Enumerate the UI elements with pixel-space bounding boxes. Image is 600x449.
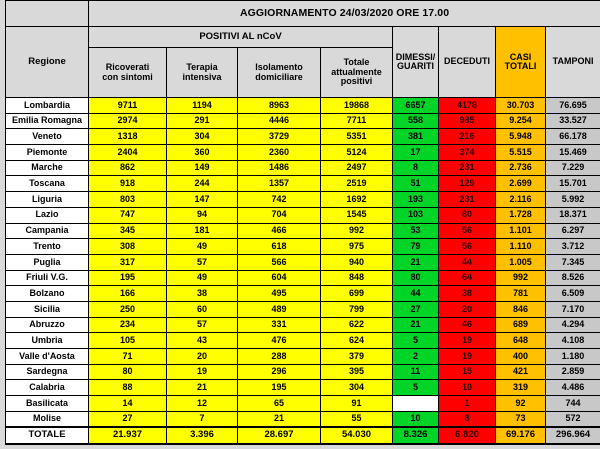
cell-tamponi: 5.992	[546, 192, 600, 208]
table-row	[6, 317, 600, 333]
cell-dimessi-guariti: 5	[393, 380, 439, 396]
cell-dimessi-guariti: 10	[393, 411, 439, 427]
cell-tamponi: 33.527	[546, 113, 600, 129]
cell-isolamento-domiciliare: 1357	[238, 176, 321, 192]
cell-deceduti: 1	[439, 396, 496, 412]
cell-isolamento-domiciliare: 604	[238, 270, 321, 286]
cell-casi-totali: 846	[496, 301, 546, 317]
cell-region-name: Valle d'Aosta	[6, 349, 89, 365]
cell-tamponi: 1.180	[546, 349, 600, 365]
cell-isolamento-domiciliare: 476	[238, 333, 321, 349]
cell-region-name: Piemonte	[6, 145, 89, 161]
cell-dimessi-guariti: 79	[393, 239, 439, 255]
table-row	[6, 239, 600, 255]
cell-isolamento-domiciliare: 331	[238, 317, 321, 333]
cell-ricoverati-con-sintomi: 747	[89, 207, 167, 223]
cell-deceduti: 231	[439, 192, 496, 208]
cell-tamponi: 4.486	[546, 380, 600, 396]
cell-isolamento-domiciliare: 288	[238, 349, 321, 365]
cell-casi-totali: 92	[496, 396, 546, 412]
column-header-isolamento-domiciliare	[238, 48, 321, 98]
corner-blank-cell	[6, 1, 89, 27]
cell-tamponi: 2.859	[546, 364, 600, 380]
header-group-row	[6, 27, 600, 48]
cell-ricoverati-con-sintomi: 2404	[89, 145, 167, 161]
cell-terapia-intensiva: 147	[167, 192, 238, 208]
column-header-terapia-line1: Terapia	[186, 62, 218, 73]
cell-casi-totali: 689	[496, 317, 546, 333]
table-row	[6, 254, 600, 270]
column-header-dimessi-line1: DIMESSI/	[395, 51, 436, 62]
cell-deceduti: 8	[439, 411, 496, 427]
cell-totale-attualmente-positivi: 5351	[321, 129, 393, 145]
cell-totale-attualmente-positivi: 799	[321, 301, 393, 317]
cell-dimessi-guariti: 8.326	[393, 427, 439, 444]
table-row	[6, 160, 600, 176]
cell-ricoverati-con-sintomi: 803	[89, 192, 167, 208]
column-header-totale-line3: positivi	[340, 76, 373, 87]
cell-totale-attualmente-positivi: 992	[321, 223, 393, 239]
column-header-casi-line2: TOTALI	[504, 61, 537, 71]
cell-isolamento-domiciliare: 1486	[238, 160, 321, 176]
cell-deceduti: 374	[439, 145, 496, 161]
cell-terapia-intensiva: 57	[167, 254, 238, 270]
table-row	[6, 207, 600, 223]
cell-region-name: Basilicata	[6, 396, 89, 412]
cell-dimessi-guariti: 2	[393, 349, 439, 365]
cell-casi-totali: 992	[496, 270, 546, 286]
cell-ricoverati-con-sintomi: 234	[89, 317, 167, 333]
cell-deceduti: 10	[439, 380, 496, 396]
cell-ricoverati-con-sintomi: 9711	[89, 98, 167, 114]
cell-dimessi-guariti: 27	[393, 301, 439, 317]
table-row	[6, 192, 600, 208]
column-header-casi-totali	[496, 27, 546, 98]
cell-deceduti: 80	[439, 207, 496, 223]
cell-deceduti: 38	[439, 286, 496, 302]
cell-terapia-intensiva: 7	[167, 411, 238, 427]
cell-casi-totali: 9.254	[496, 113, 546, 129]
cell-tamponi: 7.345	[546, 254, 600, 270]
cell-ricoverati-con-sintomi: 345	[89, 223, 167, 239]
cell-deceduti: 4178	[439, 98, 496, 114]
column-header-ricoverati	[89, 48, 167, 98]
cell-tamponi: 6.509	[546, 286, 600, 302]
cell-terapia-intensiva: 60	[167, 301, 238, 317]
cell-ricoverati-con-sintomi: 88	[89, 380, 167, 396]
column-header-isolamento-line1: Isolamento	[255, 62, 303, 73]
table-row	[6, 364, 600, 380]
cell-casi-totali: 30.703	[496, 98, 546, 114]
table-header	[6, 1, 600, 98]
cell-isolamento-domiciliare: 28.697	[238, 427, 321, 444]
cell-casi-totali: 73	[496, 411, 546, 427]
cell-casi-totali: 781	[496, 286, 546, 302]
cell-casi-totali: 2.699	[496, 176, 546, 192]
table-row	[6, 380, 600, 396]
cell-region-name: Lazio	[6, 207, 89, 223]
cell-terapia-intensiva: 149	[167, 160, 238, 176]
cell-terapia-intensiva: 12	[167, 396, 238, 412]
cell-tamponi: 4.294	[546, 317, 600, 333]
cell-region-name: Sardegna	[6, 364, 89, 380]
cell-totale-attualmente-positivi: 622	[321, 317, 393, 333]
cell-region-name: Trento	[6, 239, 89, 255]
cell-deceduti: 231	[439, 160, 496, 176]
cell-terapia-intensiva: 57	[167, 317, 238, 333]
table-row	[6, 411, 600, 427]
page-title: AGGIORNAMENTO 24/03/2020 ORE 17.00	[89, 1, 600, 27]
cell-deceduti: 985	[439, 113, 496, 129]
cell-casi-totali: 2.116	[496, 192, 546, 208]
cell-tamponi: 15.701	[546, 176, 600, 192]
cell-isolamento-domiciliare: 2360	[238, 145, 321, 161]
cell-totale-attualmente-positivi: 7711	[321, 113, 393, 129]
cell-ricoverati-con-sintomi: 308	[89, 239, 167, 255]
column-header-isolamento-line2: domiciliare	[255, 71, 303, 82]
cell-totale-attualmente-positivi: 940	[321, 254, 393, 270]
cell-terapia-intensiva: 291	[167, 113, 238, 129]
cell-ricoverati-con-sintomi: 918	[89, 176, 167, 192]
cell-deceduti: 216	[439, 129, 496, 145]
cell-ricoverati-con-sintomi: 317	[89, 254, 167, 270]
table-row	[6, 349, 600, 365]
cell-dimessi-guariti: 8	[393, 160, 439, 176]
cell-totale-attualmente-positivi: 2497	[321, 160, 393, 176]
cell-tamponi: 572	[546, 411, 600, 427]
cell-region-name: Calabria	[6, 380, 89, 396]
cell-casi-totali: 319	[496, 380, 546, 396]
table-body	[6, 98, 600, 444]
cell-isolamento-domiciliare: 4446	[238, 113, 321, 129]
cell-terapia-intensiva: 360	[167, 145, 238, 161]
cell-isolamento-domiciliare: 495	[238, 286, 321, 302]
cell-region-name: Friuli V.G.	[6, 270, 89, 286]
cell-casi-totali: 648	[496, 333, 546, 349]
table-row	[6, 176, 600, 192]
cell-region-name: Veneto	[6, 129, 89, 145]
cell-tamponi: 18.371	[546, 207, 600, 223]
cell-terapia-intensiva: 43	[167, 333, 238, 349]
cell-dimessi-guariti: 193	[393, 192, 439, 208]
cell-region-name: Marche	[6, 160, 89, 176]
cell-ricoverati-con-sintomi: 166	[89, 286, 167, 302]
cell-deceduti: 129	[439, 176, 496, 192]
cell-deceduti: 19	[439, 333, 496, 349]
cell-terapia-intensiva: 3.396	[167, 427, 238, 444]
cell-tamponi: 15.469	[546, 145, 600, 161]
cell-tamponi: 8.526	[546, 270, 600, 286]
cell-casi-totali: 1.101	[496, 223, 546, 239]
cell-terapia-intensiva: 20	[167, 349, 238, 365]
cell-dimessi-guariti: 11	[393, 364, 439, 380]
column-header-dimessi	[393, 27, 439, 98]
cell-isolamento-domiciliare: 8963	[238, 98, 321, 114]
cell-deceduti: 20	[439, 301, 496, 317]
cell-dimessi-guariti	[393, 396, 439, 412]
cell-deceduti: 56	[439, 239, 496, 255]
cell-isolamento-domiciliare: 618	[238, 239, 321, 255]
cell-casi-totali: 5.948	[496, 129, 546, 145]
column-header-ricoverati-line2: con sintomi	[102, 71, 153, 82]
cell-terapia-intensiva: 49	[167, 239, 238, 255]
cell-terapia-intensiva: 1194	[167, 98, 238, 114]
cell-deceduti: 64	[439, 270, 496, 286]
cell-dimessi-guariti: 44	[393, 286, 439, 302]
cell-dimessi-guariti: 6657	[393, 98, 439, 114]
cell-region-name: Abruzzo	[6, 317, 89, 333]
cell-region-name: Molise	[6, 411, 89, 427]
cell-casi-totali: 421	[496, 364, 546, 380]
cell-totale-attualmente-positivi: 395	[321, 364, 393, 380]
cell-isolamento-domiciliare: 296	[238, 364, 321, 380]
cell-deceduti: 46	[439, 317, 496, 333]
cell-totale-attualmente-positivi: 624	[321, 333, 393, 349]
cell-dimessi-guariti: 558	[393, 113, 439, 129]
cell-isolamento-domiciliare: 466	[238, 223, 321, 239]
cell-ricoverati-con-sintomi: 2974	[89, 113, 167, 129]
cell-totale-attualmente-positivi: 1692	[321, 192, 393, 208]
column-group-positivi: POSITIVI AL nCoV	[89, 27, 393, 48]
column-header-regione: Regione	[6, 27, 89, 98]
cell-ricoverati-con-sintomi: 862	[89, 160, 167, 176]
cell-dimessi-guariti: 103	[393, 207, 439, 223]
covid-regions-table	[5, 0, 600, 445]
column-header-terapia-intensiva	[167, 48, 238, 98]
cell-tamponi: 76.695	[546, 98, 600, 114]
cell-totale-attualmente-positivi: 699	[321, 286, 393, 302]
cell-isolamento-domiciliare: 21	[238, 411, 321, 427]
column-header-terapia-line2: intensiva	[182, 71, 222, 82]
cell-totale-attualmente-positivi: 304	[321, 380, 393, 396]
cell-region-name: Umbria	[6, 333, 89, 349]
table-row	[6, 98, 600, 114]
cell-terapia-intensiva: 49	[167, 270, 238, 286]
cell-ricoverati-con-sintomi: 195	[89, 270, 167, 286]
cell-deceduti: 19	[439, 349, 496, 365]
cell-dimessi-guariti: 80	[393, 270, 439, 286]
column-header-casi-line1: CASI	[509, 51, 532, 62]
cell-ricoverati-con-sintomi: 21.937	[89, 427, 167, 444]
cell-tamponi: 744	[546, 396, 600, 412]
cell-region-name: Bolzano	[6, 286, 89, 302]
cell-dimessi-guariti: 17	[393, 145, 439, 161]
cell-ricoverati-con-sintomi: 80	[89, 364, 167, 380]
cell-totale-attualmente-positivi: 848	[321, 270, 393, 286]
cell-totale-attualmente-positivi: 91	[321, 396, 393, 412]
cell-deceduti: 15	[439, 364, 496, 380]
table-row	[6, 113, 600, 129]
cell-totale-attualmente-positivi: 55	[321, 411, 393, 427]
cell-tamponi: 66.178	[546, 129, 600, 145]
cell-ricoverati-con-sintomi: 105	[89, 333, 167, 349]
column-header-totale-attualmente-positivi	[321, 48, 393, 98]
cell-totale-attualmente-positivi: 19868	[321, 98, 393, 114]
cell-casi-totali: 69.176	[496, 427, 546, 444]
cell-dimessi-guariti: 381	[393, 129, 439, 145]
cell-dimessi-guariti: 21	[393, 254, 439, 270]
table-row	[6, 223, 600, 239]
cell-totale-attualmente-positivi: 975	[321, 239, 393, 255]
cell-terapia-intensiva: 304	[167, 129, 238, 145]
cell-ricoverati-con-sintomi: 14	[89, 396, 167, 412]
cell-casi-totali: 1.728	[496, 207, 546, 223]
table-row	[6, 286, 600, 302]
cell-casi-totali: 400	[496, 349, 546, 365]
header-title-row	[6, 1, 600, 27]
cell-ricoverati-con-sintomi: 71	[89, 349, 167, 365]
table-total-row	[6, 427, 600, 444]
cell-region-name: Toscana	[6, 176, 89, 192]
cell-terapia-intensiva: 19	[167, 364, 238, 380]
column-header-deceduti: DECEDUTI	[439, 27, 496, 98]
table-row	[6, 270, 600, 286]
table-row	[6, 145, 600, 161]
cell-isolamento-domiciliare: 65	[238, 396, 321, 412]
cell-region-name: Sicilia	[6, 301, 89, 317]
column-header-totale-line1: Totale	[343, 57, 370, 68]
cell-terapia-intensiva: 94	[167, 207, 238, 223]
cell-dimessi-guariti: 5	[393, 333, 439, 349]
cell-region-name: Puglia	[6, 254, 89, 270]
cell-deceduti: 6.820	[439, 427, 496, 444]
column-header-ricoverati-line1: Ricoverati	[105, 62, 150, 73]
cell-isolamento-domiciliare: 195	[238, 380, 321, 396]
table-row	[6, 129, 600, 145]
cell-dimessi-guariti: 51	[393, 176, 439, 192]
cell-totale-attualmente-positivi: 2519	[321, 176, 393, 192]
cell-terapia-intensiva: 244	[167, 176, 238, 192]
cell-isolamento-domiciliare: 3729	[238, 129, 321, 145]
column-header-tamponi: TAMPONI	[546, 27, 600, 98]
cell-region-name: Lombardia	[6, 98, 89, 114]
cell-isolamento-domiciliare: 742	[238, 192, 321, 208]
cell-deceduti: 56	[439, 223, 496, 239]
cell-ricoverati-con-sintomi: 27	[89, 411, 167, 427]
cell-tamponi: 4.108	[546, 333, 600, 349]
cell-isolamento-domiciliare: 704	[238, 207, 321, 223]
cell-region-name: Emilia Romagna	[6, 113, 89, 129]
table-row	[6, 333, 600, 349]
cell-ricoverati-con-sintomi: 250	[89, 301, 167, 317]
cell-region-name: Liguria	[6, 192, 89, 208]
cell-isolamento-domiciliare: 489	[238, 301, 321, 317]
cell-casi-totali: 1.110	[496, 239, 546, 255]
cell-totale-attualmente-positivi: 5124	[321, 145, 393, 161]
cell-totale-attualmente-positivi: 379	[321, 349, 393, 365]
cell-casi-totali: 1.005	[496, 254, 546, 270]
cell-totale-attualmente-positivi: 54.030	[321, 427, 393, 444]
cell-deceduti: 44	[439, 254, 496, 270]
table-row	[6, 396, 600, 412]
cell-tamponi: 3.712	[546, 239, 600, 255]
column-header-dimessi-line2: GUARITI	[397, 61, 434, 71]
cell-tamponi: 6.297	[546, 223, 600, 239]
cell-tamponi: 296.964	[546, 427, 600, 444]
table-row	[6, 301, 600, 317]
cell-tamponi: 7.170	[546, 301, 600, 317]
cell-dimessi-guariti: 53	[393, 223, 439, 239]
cell-isolamento-domiciliare: 566	[238, 254, 321, 270]
cell-region-name: TOTALE	[6, 427, 89, 444]
cell-terapia-intensiva: 38	[167, 286, 238, 302]
cell-ricoverati-con-sintomi: 1318	[89, 129, 167, 145]
column-header-totale-line2: attualmente	[331, 66, 382, 77]
cell-tamponi: 7.229	[546, 160, 600, 176]
cell-region-name: Campania	[6, 223, 89, 239]
cell-casi-totali: 2.736	[496, 160, 546, 176]
cell-dimessi-guariti: 21	[393, 317, 439, 333]
cell-terapia-intensiva: 21	[167, 380, 238, 396]
cell-totale-attualmente-positivi: 1545	[321, 207, 393, 223]
cell-casi-totali: 5.515	[496, 145, 546, 161]
cell-terapia-intensiva: 181	[167, 223, 238, 239]
